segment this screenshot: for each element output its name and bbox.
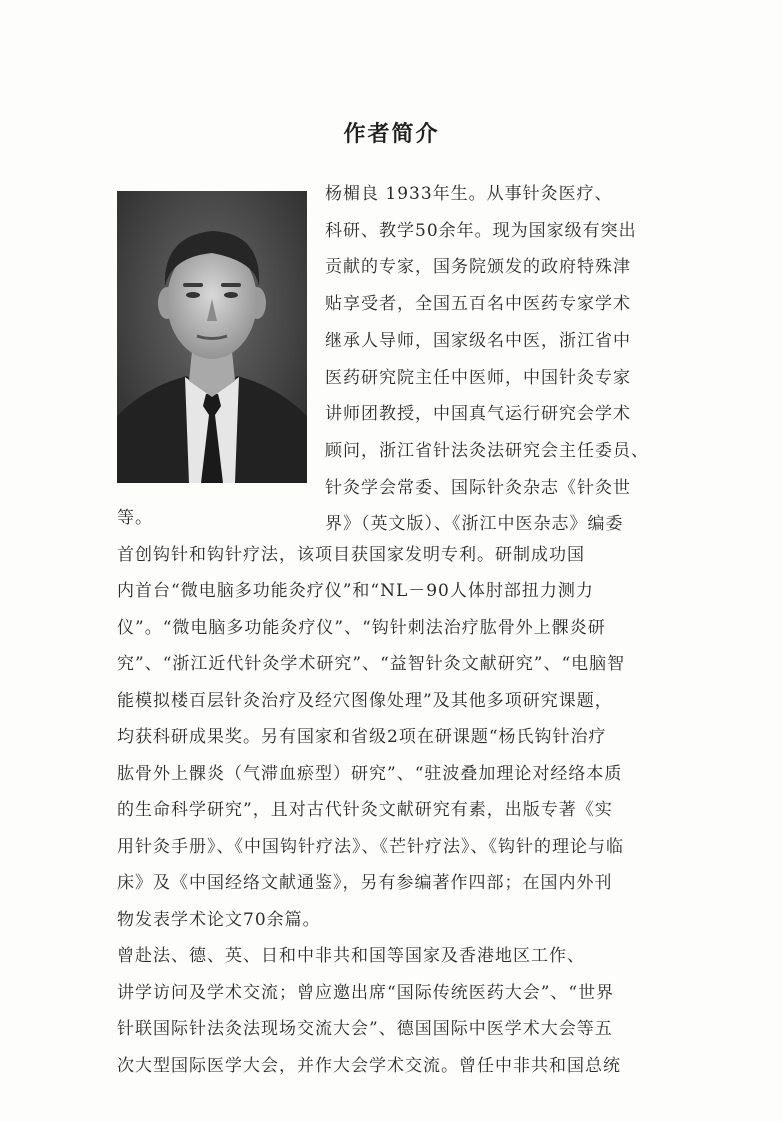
- text-line: 针灸学会常委、国际针灸杂志《针灸世: [325, 477, 631, 498]
- text-line: 能模拟楼百层针灸治疗及经穴图像处理”及其他多项研究课题，: [117, 690, 613, 711]
- text-line: 继承人导师，国家级名中医，浙江省中: [325, 330, 631, 351]
- text-line: 的生命科学研究”，且对古代针灸文献研究有素，出版专著《实: [117, 800, 613, 820]
- text-line: 仪”。“微电脑多功能灸疗仪”、“钩针刺法治疗肱骨外上髁炎研: [117, 617, 606, 638]
- text-line: 界》（英文版）、《浙江中医杂志》编委: [325, 514, 624, 535]
- text-line: 讲学访问及学术交流；曾应邀出席“国际传统医药大会”、“世界: [117, 982, 615, 1003]
- intro-paragraph: [325, 176, 713, 543]
- text-line: 讲师团教授，中国真气运行研究会学术: [325, 404, 631, 425]
- text-line: 内首台“微电脑多功能灸疗仪”和“NL－90人体肘部扭力测力: [117, 581, 594, 601]
- page-title: 作者简介: [343, 122, 440, 147]
- text-line: 均获科研成果奖。另有国家和省级2项在研课题“杨氏钩针治疗: [117, 727, 607, 747]
- text-line: 究”、“浙江近代针灸学术研究”、“益智针灸文献研究”、“电脑智: [117, 654, 626, 674]
- text-line: 针联国际针法灸法现场交流大会”、德国国际中医学术大会等五: [117, 1019, 613, 1039]
- text-line: 等。: [117, 508, 153, 528]
- text-line: 杨楣良 1933年生。从事针灸医疗、: [325, 184, 613, 204]
- text-line: 科研、教学50余年。现为国家级有突出: [325, 220, 637, 241]
- text-line: 贴享受者，全国五百名中医药专家学术: [325, 294, 631, 315]
- text-line: 曾赴法、德、英、日和中非共和国等国家及香港地区工作、: [117, 946, 585, 966]
- author-portrait-photo: [117, 191, 307, 483]
- text-line: 物发表学术论文70余篇。: [117, 909, 321, 930]
- body-paragraphs: [117, 500, 713, 1084]
- text-line: 顾问，浙江省针法灸法研究会主任委员、: [325, 440, 649, 461]
- text-line: 首创钩针和钩针疗法，该项目获国家发明专利。研制成功国: [117, 544, 585, 565]
- text-line: 床》及《中国经络文献通鉴》，另有参编著作四部；在国内外刊: [117, 873, 613, 893]
- text-line: 次大型国际医学大会，并作大会学术交流。曾任中非共和国总统: [117, 1055, 621, 1076]
- text-line: 医药研究院主任中医师，中国针灸专家: [325, 367, 631, 388]
- text-line: 用针灸手册》、《中国钩针疗法》、《芒针疗法》、《钩针的理论与临: [117, 836, 624, 857]
- text-line: 贡献的专家，国务院颁发的政府特殊津: [325, 257, 631, 278]
- text-line: 肱骨外上髁炎（气滞血瘀型）研究”、“驻波叠加理论对经络本质: [117, 763, 623, 784]
